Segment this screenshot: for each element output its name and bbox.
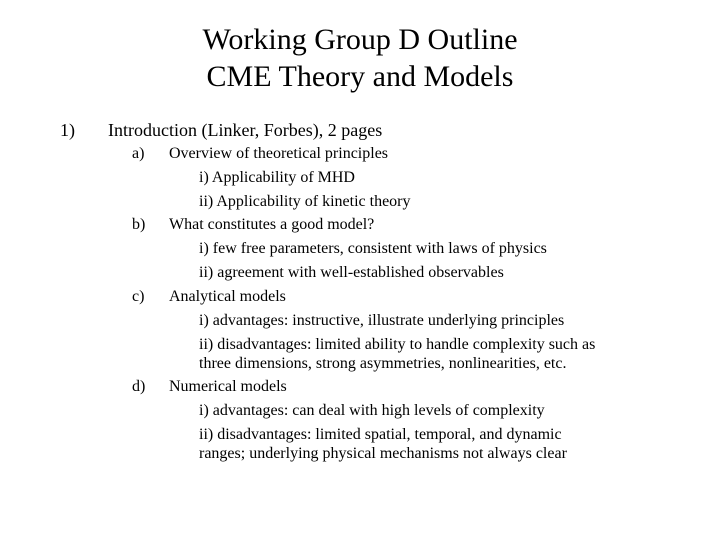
item-marker: d) (132, 378, 146, 395)
sub-item: ii) disadvantages: limited ability to handle complexity such as (199, 336, 596, 353)
sub-item: i) advantages: can deal with high levels of complexity (199, 402, 545, 419)
item-text: Analytical models (169, 288, 286, 305)
title-line-1: Working Group D Outline (202, 23, 518, 56)
sub-item: ii) agreement with well-established observables (199, 264, 504, 281)
item-text: Numerical models (169, 378, 287, 395)
item-text: What constitutes a good model? (169, 216, 375, 233)
sub-item: i) Applicability of MHD (199, 169, 355, 186)
item-marker: c) (132, 288, 145, 305)
title-line-2: CME Theory and Models (206, 60, 514, 93)
sub-item: ii) Applicability of kinetic theory (199, 193, 411, 210)
sub-item: i) few free parameters, consistent with laws of physics (199, 240, 547, 257)
item-marker: b) (132, 216, 146, 233)
section-number: 1) (60, 120, 75, 140)
item-marker: a) (132, 145, 145, 162)
section-heading: Introduction (Linker, Forbes), 2 pages (108, 120, 383, 140)
sub-item: i) advantages: instructive, illustrate underlying principles (199, 312, 565, 329)
sub-item-continuation: ranges; underlying physical mechanisms not always clear (199, 445, 567, 462)
sub-item: ii) disadvantages: limited spatial, temporal, and dynamic (199, 426, 562, 443)
item-text: Overview of theoretical principles (169, 145, 389, 162)
sub-item-continuation: three dimensions, strong asymmetries, nonlinearities, etc. (199, 355, 567, 372)
